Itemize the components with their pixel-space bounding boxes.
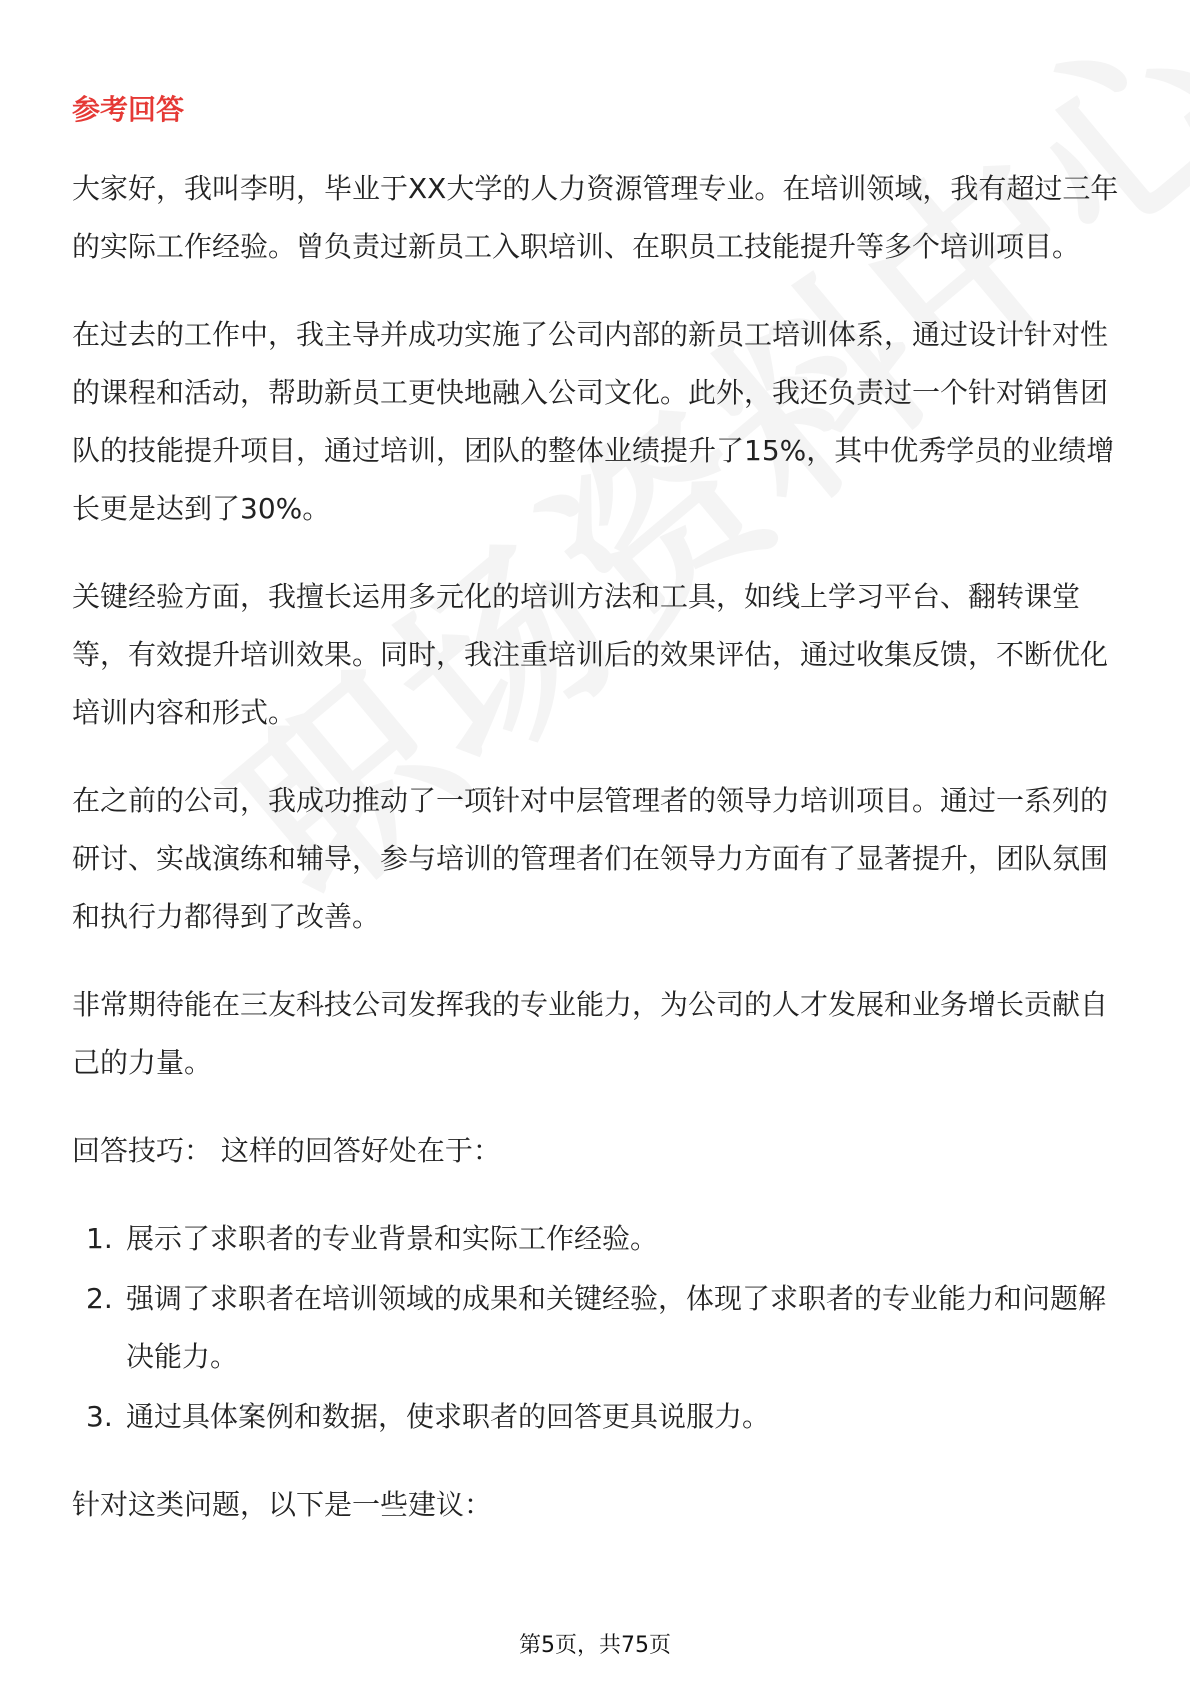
list-number: 3.	[86, 1400, 113, 1433]
tips-intro: 回答技巧： 这样的回答好处在于：	[72, 1134, 501, 1167]
page-number: 第5页，共75页	[519, 1633, 671, 1658]
closing-text: 针对这类问题，以下是一些建议：	[72, 1488, 493, 1521]
paragraph-experience: 在过去的工作中，我主导并成功实施了公司内部的新员工培训体系，通过设计针对性的课程和活动，帮助新员工更快地融入公司文化。此外，我还负责过一个针对销售团队的技能提升项目，通过培训，团队的整体业绩提升了15%，其中优秀学员的业绩增长更是达到了30%。	[72, 318, 1115, 525]
list-item-text: 展示了求职者的专业背景和实际工作经验。	[126, 1222, 659, 1255]
list-item	[72, 1270, 1120, 1386]
list-item-text: 通过具体案例和数据，使求职者的回答更具说服力。	[126, 1400, 771, 1433]
paragraph-leadership-project: 在之前的公司，我成功推动了一项针对中层管理者的领导力培训项目。通过一系列的研讨、实战演练和辅导，参与培训的管理者们在领导力方面有了显著提升，团队氛围和执行力都得到了改善。	[72, 784, 1109, 933]
answer-body	[72, 160, 1120, 1564]
paragraph-intro: 大家好，我叫李明，毕业于XX大学的人力资源管理专业。在培训领域，我有超过三年的实际工作经验。曾负责过新员工入职培训、在职员工技能提升等多个培训项目。	[72, 172, 1119, 263]
list-item	[72, 1388, 1120, 1446]
paragraph-key-skills: 关键经验方面，我擅长运用多元化的培训方法和工具，如线上学习平台、翻转课堂等，有效提升培训效果。同时，我注重培训后的效果评估，通过收集反馈，不断优化培训内容和形式。	[72, 580, 1109, 729]
tips-list	[72, 1210, 1120, 1446]
list-item	[72, 1210, 1120, 1268]
list-number: 2.	[86, 1282, 113, 1315]
list-item-text: 强调了求职者在培训领域的成果和关键经验，体现了求职者的专业能力和问题解决能力。	[126, 1282, 1107, 1373]
list-number: 1.	[86, 1222, 113, 1255]
section-title: 参考回答	[72, 93, 185, 126]
paragraph-expectation: 非常期待能在三友科技公司发挥我的专业能力，为公司的人才发展和业务增长贡献自己的力量。	[72, 988, 1109, 1079]
